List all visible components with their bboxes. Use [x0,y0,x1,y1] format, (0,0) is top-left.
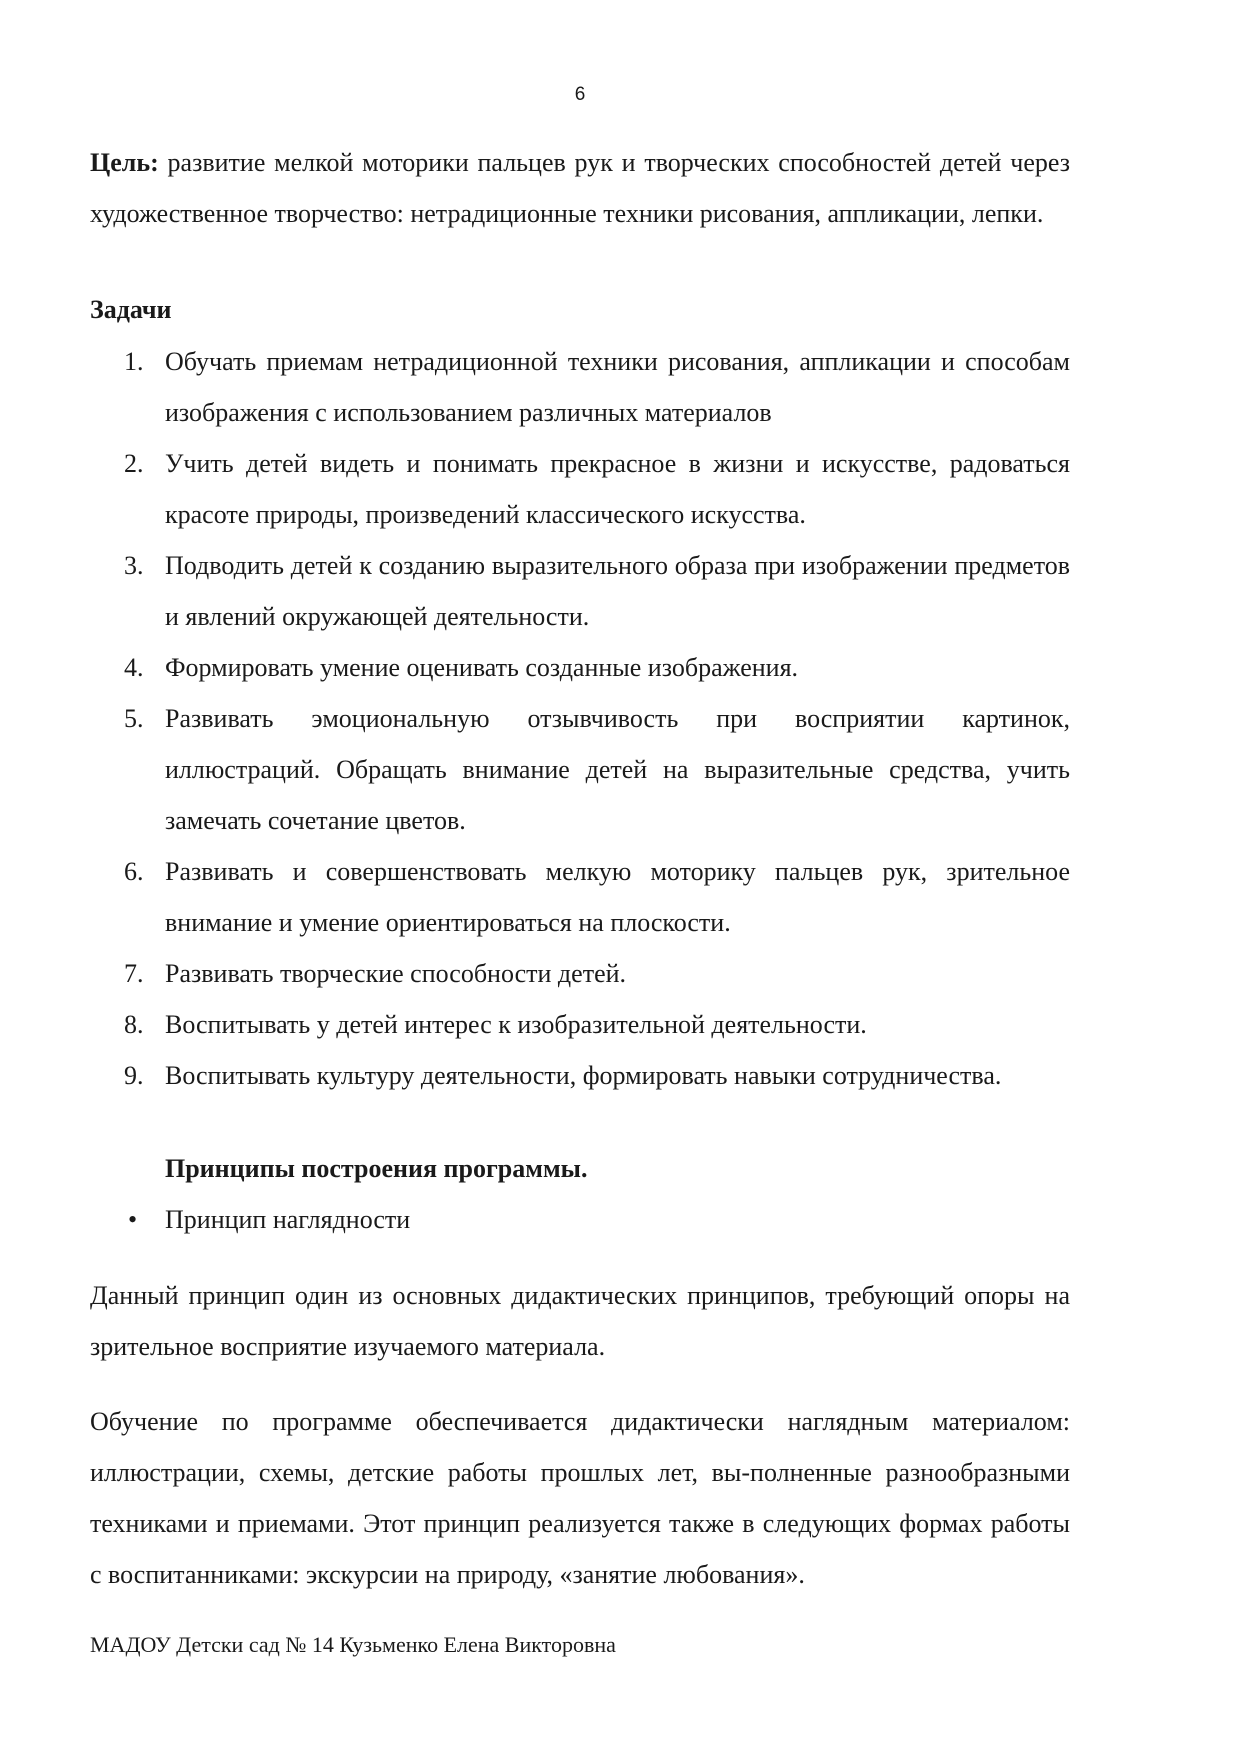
goal-text: развитие мелкой моторики пальцев рук и творческих способностей детей через художественное творчество: нетрадиционные техники рисования, аппликации, лепки. [90,148,1070,228]
page-number: 6 [574,84,586,105]
principles-heading: Принципы построения программы. [165,1154,588,1183]
tasks-heading: Задачи [90,295,172,324]
task-text: Воспитывать у детей интерес к изобразительной деятельности. [165,1010,867,1039]
task-item [90,438,1070,540]
task-item [90,999,1070,1050]
task-text: Обучать приемам нетрадиционной техники рисования, аппликации и способам изображения с использованием различных материалов [165,347,1070,427]
task-text: Воспитывать культуру деятельности, формировать навыки сотрудничества. [165,1061,1002,1090]
task-number: 4. [124,653,144,682]
goal-paragraph [90,137,1070,239]
task-text: Учить детей видеть и понимать прекрасное в жизни и искусстве, радоваться красоте природы, произведений классического искусства. [165,449,1070,529]
task-number: 2. [124,449,144,478]
task-text: Развивать творческие способности детей. [165,959,627,988]
bullet-dot: • [128,1205,138,1234]
task-item [90,846,1070,948]
task-item [90,693,1070,846]
tasks-list [90,336,1070,1101]
task-number: 9. [124,1061,144,1090]
task-number: 3. [124,551,144,580]
page-footer: МАДОУ Детски сад № 14 Кузьменко Елена Викторовна [90,1632,616,1657]
task-item [90,336,1070,438]
body-paragraph: Данный принцип один из основных дидактических принципов, требующий опоры на зрительное восприятие изучаемого материала. [90,1281,1070,1361]
task-text: Развивать эмоциональную отзывчивость при восприятии картинок, иллюстраций. Обращать внимание детей на выразительные средства, учить замечать сочетание цветов. [165,704,1070,835]
task-text: Формировать умение оценивать созданные изображения. [165,653,799,682]
task-text: Подводить детей к созданию выразительного образа при изображении предметов и явлений окружающей деятельности. [165,551,1070,631]
principle-bullet-item [90,1194,410,1245]
task-number: 1. [124,347,144,376]
task-number: 5. [124,704,144,733]
task-item [90,1050,1070,1101]
task-item [90,948,1070,999]
task-number: 7. [124,959,144,988]
goal-label: Цель: [90,148,159,177]
task-item [90,642,1070,693]
body-paragraph: Обучение по программе обеспечивается дидактически наглядным материалом: иллюстрации, схемы, детские работы прошлых лет, вы-полненные разнообразными техниками и приемами. Этот принцип реализуется также в следующих формах работы с воспитанниками: экскурсии на природу, «занятие любования». [90,1407,1070,1589]
task-text: Развивать и совершенствовать мелкую моторику пальцев рук, зрительное внимание и умение ориентироваться на плоскости. [165,857,1070,937]
task-item [90,540,1070,642]
principle-text: Принцип наглядности [165,1205,411,1234]
task-number: 6. [124,857,144,886]
task-number: 8. [124,1010,144,1039]
